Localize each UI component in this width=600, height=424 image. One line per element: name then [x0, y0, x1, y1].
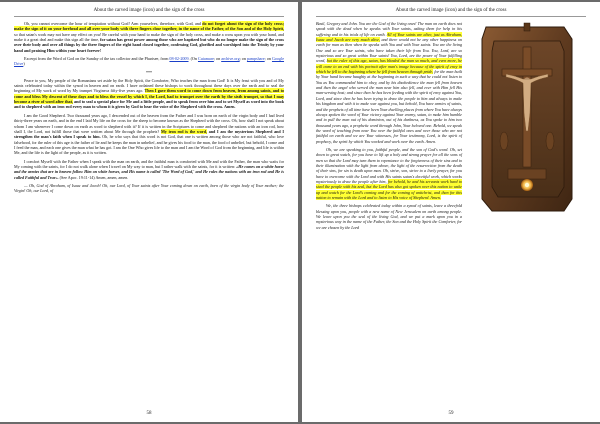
text-run: so that satan's work may not have any effect on you! Be careful with your hand to make the sign of the holy cross, and make a cross upon you with your hand, and make it a great deal and make this sign all the time, [14, 31, 284, 43]
cuiamare-link[interactable]: Cuiamare [197, 56, 214, 62]
left-page [0, 2, 298, 422]
carved-icon-figure [468, 21, 586, 217]
text-run: Oh, you cannot overcome the hour of temptation without God! Arm yourselves, therefore, with God, and [24, 21, 203, 26]
bold-text: for satan has great power among those who are baptized but who do no longer make the sign of the cross over their body and over all things by the three fingers of the right hand closed together, confessing God, glorified and worshiped into the Trinity by your hand and praising Him within your heart forever! [14, 37, 284, 53]
text-run: for the man built by Your hand became haughty at the beginning in such a way that he could not listen to You as You commanded him to obey, and by his disobedience the man fell from heaven and then the angel who served the man near him also fell, and ever with Him fell His man-serving host; and since then he has been feeding with the spirit of envy against You, Lord, and since then he has been trying to draw the people to him and always to make his kingdom and with it to make war against you, but behold, You have armies of saints, and the prophets of all time have been Your dwelling places from where You have always always spoken the word of Your victory against Your enemy, satan, to make him humble and to pull the man out of his dominion, out of his darkness, as You spoke to him two thousand years ago, a prophetic word through John, Your beloved one. Behold, we speak the word of teaching from near You over the faithful ones and over those who are not faithful on earth and we are Your witnesses, for Your testimony, Lord, is the spirit of prophecy, the spirit by which You worked and work over the earth. Amen. [316, 69, 462, 144]
text-run: . (On [188, 56, 198, 62]
text-run: ; on [264, 56, 272, 62]
highlighted-text: but the ruler of this age, satan, has blinded the man so much, and even more, he will come to an end with his portrait after man's image because of the spirit of envy in which he fell to the beginning where he fell from heaven through pride, [316, 58, 463, 75]
google-drive-link[interactable]: Google Drive [14, 56, 285, 67]
text-run: ) [23, 61, 25, 67]
text-run: ; on [239, 56, 247, 62]
text-run: I comfort Myself with the Father when I speak with the man on earth, and the faithful man is comforted with Me and with the Father, the man who waits for My coming with the saints, for I do not walk alone when I travel on My way to man, but I rather walk with the saints, for it is written: [14, 158, 284, 169]
bold-italic-quote: «He comes on a white horse and the armies that are in heaven follow Him on white horses, and His name is called 'The Word of God,' and He rules the nations with an iron rod and He is called Faithful and True». [14, 163, 284, 180]
section-separator: *** [146, 69, 152, 75]
paragraph [14, 159, 284, 180]
page-header: About the carved image (icon) and the sign of the cross [395, 8, 507, 13]
bold-text: and I am the mysterious Shepherd and I strengthen the man's faith when I speak to him. [14, 128, 284, 140]
page-number: 59 [448, 411, 454, 416]
text-run: Basil, Gregory and John. You are the God of the living ones! The man on earth does not speak with the dead when he speaks with Your saints, asking them for help in his suffering and in his trials of life on earth. [316, 21, 462, 37]
highlighted-text: All of Your saints are alive, just as Abraham, Isaac and Jacob are very much alive, [316, 31, 462, 43]
header-rule [316, 16, 586, 17]
text-run: Oh, we are speaking to you, faithful people, and the son of God's word. Oh, set down to great watch, for you have to lift up a holy and strong prayer for all the sons of men so that the Lord may turn them to repentance to the forgiveness of their sins and to their illumination with the light from above, the light of the resurrection from the death of their sins, for sin is death upon man. Oh, strive, son, strive to a lively prayer, for you have to overcome with the Lord and with His saints satan's deceitful work, which works mysteriously to draw the people after him, [316, 146, 462, 184]
pampshare-link[interactable]: pampshare [246, 56, 265, 62]
page-number: 58 [146, 411, 152, 416]
paragraph [14, 78, 284, 110]
archive-link[interactable]: archive.org [221, 56, 240, 62]
text-run: Excerpt from the Word of God on the Sunday of the tax collector and the Pharisee, from [24, 56, 170, 62]
carved-icon-image [468, 21, 586, 217]
highlighted-text: do not forget about the sign of the holy cross; make the sign of it on your forehead and all over your body with three fingers close together, in the name of the Father, of the Son and of the Holy Spirit, [14, 21, 284, 32]
bold-text: and to seal a special place for Me and a little people, and to speak from over him and to set Myself as word into the book and to shepherd with an iron rod every man to whom it is given by God to hear the voice of the Shepherd with the cross. Amen. [14, 99, 284, 110]
paragraph [14, 113, 284, 156]
source-paragraph [14, 56, 284, 67]
paragraph [14, 21, 284, 53]
highlighted-text: Then I gave them word to come down from heaven, from among saints, and to come and bless My descent of these days and to bless the vessel by which I, the Lord, had to trumpet over the earth by the sixth trumpet, so that I may become a river of word after that, [14, 88, 284, 105]
header-rule [14, 16, 284, 17]
text-run: I am the Good Shepherd. Two thousand years ago, I descended out of the heaven from the Father and I was born on earth of the virgin body and I had lived thirty-three years on earth, and in the end I laid My life on the cross for the sheep to become known as the Shepherd with the cross. Oh, how shall I not speak about whom I am whenever I come down on earth as word to shepherd with it? If it is written in the Scriptures to come and shepherd the nations with an iron rod, how shall I, the Lord, not fulfill those that were written about Me through the prophets? [14, 112, 284, 134]
paragraph: We, the three bishops celebrated today within a synod of saints, leave a threefold blessing upon you, people with a new name of New Jerusalem on earth among people. We leave upon you the seal of the living God, and we put a mark upon you in a mysterious way in the name of the Father, the Son and the Holy Spirit the Comforter, for we are chosen by the Lord [316, 203, 462, 230]
highlighted-text: for behold, he and his servants work hard to steal the people with his zeal, but the Lord has also got spoken over this nation to wake up and watch for the Lord's coming and for the coming of antichrist, and then for this nation to remain with the Lord and to listen to His voice of Shepherd. Amen. [316, 178, 462, 200]
right-page [302, 2, 600, 422]
page-header: About the carved image (icon) and the sign of the cross [93, 8, 205, 13]
text-run: Peace to you, My people of the Romanians set aside by the Holy Spirit, the Comforter, Who teaches the man from God! It is My feast with you and of My saints celebrated today within the synod in heaven and on earth. I have ordained these bishops to work throughout these days over the earth and to seal the beginning of My work of word by My trumpet Virgineca fifty-five years ago. [14, 77, 284, 94]
text-run: ; on [213, 56, 222, 62]
highlighted-text: My iron rod is the word, [160, 128, 208, 134]
text-run: Oh, he who says that this word is not God, that one is written among those who are not faithful, who love falsehood, for the ruler of this age is the father of lie and he keeps the man in unbelief, and he gives his food to the man, the food of unbelief, but behold, I come and I feed the man, and each one gives the man what he has got. I am the One Who gives life to the man and I am the Word of God from the beginning, and life is within Me, and the life is the light of the people, as it is written. [14, 134, 284, 156]
text-run: (See Apoc. 19:11-14) Amen, amen, amen. [58, 174, 129, 180]
text-run: and there would not be any other happiness on earth for man as then when he speaks with You and with Your saints. You are the living One and so are Your saints, who have taken their life from You. You, Lord, are so mysterious and so great within Your saints! You, Lord, are the power of Your fulfilling word, [316, 37, 462, 64]
date-link[interactable]: 08-02-2009 [169, 56, 189, 62]
italic-paragraph: — Oh, God of Abraham, of Isaac and Jacob! Oh, our Lord, of Your saints after Your coming down on earth, born of the virgin body of Your mother; the Virgin! Oh, our Lord, of [14, 182, 284, 194]
